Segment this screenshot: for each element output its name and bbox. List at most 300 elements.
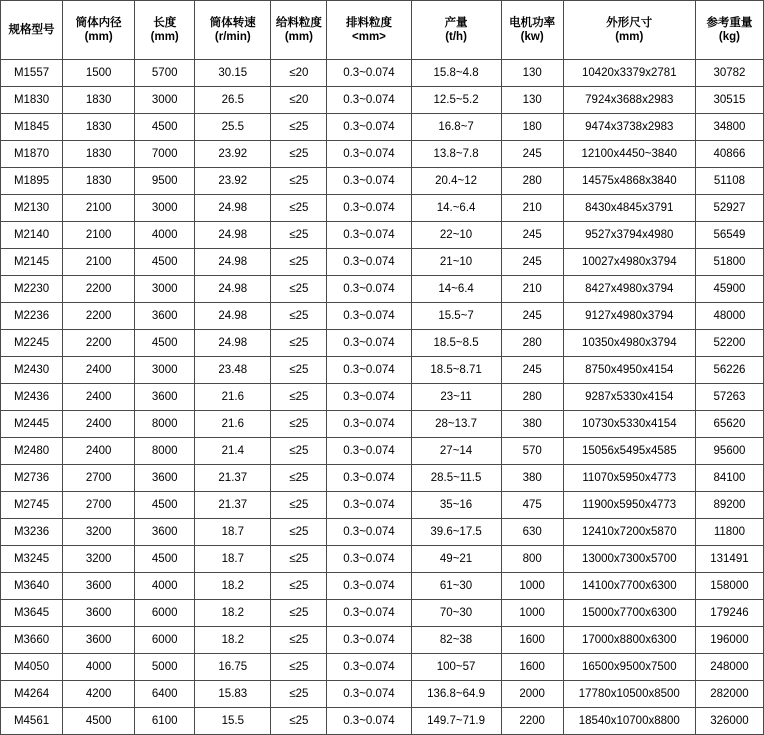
data-cell: 158000 — [695, 573, 763, 600]
column-header-title: 外形尺寸 — [606, 16, 653, 29]
data-cell: 11800 — [695, 519, 763, 546]
data-cell: 4500 — [135, 492, 195, 519]
data-cell: 39.6~17.5 — [411, 519, 501, 546]
data-cell: 0.3~0.074 — [327, 303, 411, 330]
data-cell: 149.7~71.9 — [411, 708, 501, 735]
data-cell: 3000 — [135, 195, 195, 222]
data-cell: 7924x3688x2983 — [563, 87, 695, 114]
data-cell: 57263 — [695, 384, 763, 411]
model-cell: M1830 — [1, 87, 63, 114]
model-cell: M2736 — [1, 465, 63, 492]
data-cell: ≤25 — [271, 384, 327, 411]
column-header-unit: (mm) — [284, 31, 313, 43]
data-cell: 0.3~0.074 — [327, 249, 411, 276]
column-header-title: 电机功率 — [509, 16, 556, 29]
data-cell: 10027x4980x3794 — [563, 249, 695, 276]
column-header-4 — [271, 1, 327, 60]
data-cell: 2000 — [501, 681, 563, 708]
data-cell: 245 — [501, 303, 563, 330]
column-header-unit: (mm) — [150, 31, 179, 43]
data-cell: 21.4 — [195, 438, 271, 465]
data-cell: 10350x4980x3794 — [563, 330, 695, 357]
data-cell: 0.3~0.074 — [327, 627, 411, 654]
data-cell: ≤25 — [271, 492, 327, 519]
data-cell: 49~21 — [411, 546, 501, 573]
table-row — [1, 411, 764, 438]
column-header-8 — [563, 1, 695, 60]
column-header-title: 筒体转速 — [209, 16, 256, 29]
data-cell: ≤25 — [271, 708, 327, 735]
data-cell: 3600 — [135, 519, 195, 546]
data-cell: 0.3~0.074 — [327, 654, 411, 681]
column-header-unit: (mm) — [84, 31, 113, 43]
data-cell: 2700 — [63, 465, 135, 492]
data-cell: 11900x5950x4773 — [563, 492, 695, 519]
column-header-title: 产量 — [444, 16, 468, 29]
data-cell: ≤25 — [271, 573, 327, 600]
data-cell: 2400 — [63, 357, 135, 384]
data-cell: 12100x4450~3840 — [563, 141, 695, 168]
data-cell: 0.3~0.074 — [327, 411, 411, 438]
table-row — [1, 195, 764, 222]
data-cell: 136.8~64.9 — [411, 681, 501, 708]
data-cell: 18.7 — [195, 519, 271, 546]
data-cell: 3600 — [135, 384, 195, 411]
data-cell: 210 — [501, 195, 563, 222]
model-cell: M3645 — [1, 600, 63, 627]
column-header-0 — [1, 1, 63, 60]
data-cell: 6000 — [135, 627, 195, 654]
data-cell: 9127x4980x3794 — [563, 303, 695, 330]
data-cell: ≤25 — [271, 681, 327, 708]
model-cell: M1870 — [1, 141, 63, 168]
model-cell: M1557 — [1, 60, 63, 87]
data-cell: 18.2 — [195, 573, 271, 600]
data-cell: 380 — [501, 411, 563, 438]
model-cell: M2236 — [1, 303, 63, 330]
data-cell: 10730x5330x4154 — [563, 411, 695, 438]
data-cell: 280 — [501, 384, 563, 411]
data-cell: ≤25 — [271, 303, 327, 330]
table-row — [1, 222, 764, 249]
data-cell: 18.5~8.71 — [411, 357, 501, 384]
column-header-unit: (mm) — [615, 31, 644, 43]
data-cell: ≤25 — [271, 438, 327, 465]
data-cell: 21.37 — [195, 492, 271, 519]
data-cell: 23.48 — [195, 357, 271, 384]
data-cell: 100~57 — [411, 654, 501, 681]
data-cell: 3600 — [63, 627, 135, 654]
data-cell: 245 — [501, 141, 563, 168]
data-cell: 30.15 — [195, 60, 271, 87]
data-cell: 196000 — [695, 627, 763, 654]
table-row — [1, 303, 764, 330]
table-row — [1, 465, 764, 492]
data-cell: ≤25 — [271, 249, 327, 276]
model-cell: M3660 — [1, 627, 63, 654]
data-cell: 2200 — [63, 330, 135, 357]
model-cell: M4050 — [1, 654, 63, 681]
model-cell: M2140 — [1, 222, 63, 249]
data-cell: 8427x4980x3794 — [563, 276, 695, 303]
column-header-title: 规格型号 — [8, 23, 55, 36]
data-cell: 0.3~0.074 — [327, 573, 411, 600]
data-cell: 40866 — [695, 141, 763, 168]
data-cell: 1600 — [501, 654, 563, 681]
model-cell: M4561 — [1, 708, 63, 735]
table-row — [1, 519, 764, 546]
data-cell: ≤20 — [271, 60, 327, 87]
data-cell: 8000 — [135, 438, 195, 465]
model-cell: M3245 — [1, 546, 63, 573]
data-cell: 4500 — [135, 330, 195, 357]
data-cell: 2200 — [63, 276, 135, 303]
data-cell: 18.2 — [195, 600, 271, 627]
data-cell: 0.3~0.074 — [327, 492, 411, 519]
model-cell: M2230 — [1, 276, 63, 303]
column-header-title: 排料粒度 — [345, 16, 392, 29]
column-header-5 — [327, 1, 411, 60]
table-row — [1, 546, 764, 573]
data-cell: 2200 — [501, 708, 563, 735]
data-cell: 4500 — [63, 708, 135, 735]
data-cell: 51800 — [695, 249, 763, 276]
data-cell: 3000 — [135, 357, 195, 384]
data-cell: 16.8~7 — [411, 114, 501, 141]
table-row — [1, 438, 764, 465]
data-cell: 70~30 — [411, 600, 501, 627]
data-cell: 245 — [501, 357, 563, 384]
data-cell: 4000 — [135, 573, 195, 600]
data-cell: 26.5 — [195, 87, 271, 114]
data-cell: 5700 — [135, 60, 195, 87]
data-cell: 51108 — [695, 168, 763, 195]
table-row — [1, 249, 764, 276]
data-cell: 3600 — [135, 465, 195, 492]
model-cell: M1895 — [1, 168, 63, 195]
table-row — [1, 114, 764, 141]
data-cell: ≤20 — [271, 87, 327, 114]
data-cell: 3600 — [135, 303, 195, 330]
data-cell: 8430x4845x3791 — [563, 195, 695, 222]
table-header — [1, 1, 764, 60]
model-cell: M1845 — [1, 114, 63, 141]
data-cell: 245 — [501, 249, 563, 276]
data-cell: 2700 — [63, 492, 135, 519]
data-cell: 282000 — [695, 681, 763, 708]
data-cell: 6000 — [135, 600, 195, 627]
data-cell: 45900 — [695, 276, 763, 303]
data-cell: 130 — [501, 87, 563, 114]
data-cell: 15.8~4.8 — [411, 60, 501, 87]
table-row — [1, 141, 764, 168]
column-header-unit: <mm> — [352, 31, 386, 43]
data-cell: 48000 — [695, 303, 763, 330]
data-cell: 1600 — [501, 627, 563, 654]
data-cell: 570 — [501, 438, 563, 465]
table-body — [1, 60, 764, 735]
data-cell: 2200 — [63, 303, 135, 330]
model-cell: M3640 — [1, 573, 63, 600]
data-cell: 2100 — [63, 222, 135, 249]
column-header-title: 筒体内径 — [75, 16, 122, 29]
data-cell: 0.3~0.074 — [327, 438, 411, 465]
data-cell: 0.3~0.074 — [327, 357, 411, 384]
data-cell: 56226 — [695, 357, 763, 384]
data-cell: 9500 — [135, 168, 195, 195]
data-cell: 21.6 — [195, 384, 271, 411]
model-cell: M2245 — [1, 330, 63, 357]
column-header-title: 长度 — [153, 16, 177, 29]
data-cell: 11070x5950x4773 — [563, 465, 695, 492]
column-header-9 — [695, 1, 763, 60]
data-cell: 30515 — [695, 87, 763, 114]
model-cell: M3236 — [1, 519, 63, 546]
model-cell: M2445 — [1, 411, 63, 438]
table-row — [1, 627, 764, 654]
data-cell: 17000x8800x6300 — [563, 627, 695, 654]
data-cell: 15056x5495x4585 — [563, 438, 695, 465]
data-cell: 6100 — [135, 708, 195, 735]
data-cell: 4000 — [63, 654, 135, 681]
data-cell: 20.4~12 — [411, 168, 501, 195]
model-cell: M2145 — [1, 249, 63, 276]
data-cell: 15000x7700x6300 — [563, 600, 695, 627]
data-cell: 14~6.4 — [411, 276, 501, 303]
model-cell: M2480 — [1, 438, 63, 465]
data-cell: 52927 — [695, 195, 763, 222]
data-cell: 0.3~0.074 — [327, 222, 411, 249]
data-cell: 0.3~0.074 — [327, 195, 411, 222]
data-cell: 28~13.7 — [411, 411, 501, 438]
data-cell: 23.92 — [195, 141, 271, 168]
data-cell: 95600 — [695, 438, 763, 465]
data-cell: 0.3~0.074 — [327, 141, 411, 168]
data-cell: 61~30 — [411, 573, 501, 600]
data-cell: 2400 — [63, 384, 135, 411]
data-cell: 0.3~0.074 — [327, 681, 411, 708]
data-cell: 15.83 — [195, 681, 271, 708]
column-header-3 — [195, 1, 271, 60]
data-cell: 280 — [501, 168, 563, 195]
data-cell: 0.3~0.074 — [327, 87, 411, 114]
data-cell: 131491 — [695, 546, 763, 573]
data-cell: ≤25 — [271, 600, 327, 627]
table-row — [1, 573, 764, 600]
data-cell: 65620 — [695, 411, 763, 438]
data-cell: 0.3~0.074 — [327, 168, 411, 195]
table-row — [1, 492, 764, 519]
data-cell: 3000 — [135, 87, 195, 114]
data-cell: 13000x7300x5700 — [563, 546, 695, 573]
column-header-1 — [63, 1, 135, 60]
data-cell: 1000 — [501, 600, 563, 627]
table-row — [1, 357, 764, 384]
data-cell: 0.3~0.074 — [327, 276, 411, 303]
column-header-6 — [411, 1, 501, 60]
data-cell: 12.5~5.2 — [411, 87, 501, 114]
data-cell: ≤25 — [271, 546, 327, 573]
table-row — [1, 60, 764, 87]
model-cell: M2745 — [1, 492, 63, 519]
table-row — [1, 681, 764, 708]
model-cell: M2436 — [1, 384, 63, 411]
data-cell: 1830 — [63, 141, 135, 168]
data-cell: 245 — [501, 222, 563, 249]
data-cell: ≤25 — [271, 168, 327, 195]
data-cell: 380 — [501, 465, 563, 492]
data-cell: 24.98 — [195, 195, 271, 222]
data-cell: ≤25 — [271, 627, 327, 654]
data-cell: 21.37 — [195, 465, 271, 492]
data-cell: 0.3~0.074 — [327, 60, 411, 87]
data-cell: 0.3~0.074 — [327, 600, 411, 627]
data-cell: 7000 — [135, 141, 195, 168]
data-cell: ≤25 — [271, 114, 327, 141]
data-cell: 0.3~0.074 — [327, 114, 411, 141]
data-cell: 15.5 — [195, 708, 271, 735]
table-row — [1, 87, 764, 114]
data-cell: 4000 — [135, 222, 195, 249]
data-cell: 1830 — [63, 168, 135, 195]
data-cell: 248000 — [695, 654, 763, 681]
data-cell: 630 — [501, 519, 563, 546]
table-row — [1, 330, 764, 357]
data-cell: 2100 — [63, 249, 135, 276]
data-cell: 0.3~0.074 — [327, 465, 411, 492]
data-cell: 28.5~11.5 — [411, 465, 501, 492]
data-cell: 4500 — [135, 546, 195, 573]
column-header-unit: (kw) — [520, 31, 544, 43]
table-row — [1, 168, 764, 195]
column-header-7 — [501, 1, 563, 60]
data-cell: 21.6 — [195, 411, 271, 438]
data-cell: 25.5 — [195, 114, 271, 141]
data-cell: 0.3~0.074 — [327, 330, 411, 357]
model-cell: M2430 — [1, 357, 63, 384]
data-cell: 13.8~7.8 — [411, 141, 501, 168]
data-cell: 3600 — [63, 600, 135, 627]
model-cell: M2130 — [1, 195, 63, 222]
data-cell: 24.98 — [195, 276, 271, 303]
data-cell: 1830 — [63, 87, 135, 114]
data-cell: 3600 — [63, 573, 135, 600]
data-cell: 27~14 — [411, 438, 501, 465]
data-cell: 0.3~0.074 — [327, 708, 411, 735]
data-cell: 24.98 — [195, 303, 271, 330]
data-cell: ≤25 — [271, 141, 327, 168]
data-cell: 22~10 — [411, 222, 501, 249]
data-cell: 18540x10700x8800 — [563, 708, 695, 735]
data-cell: 475 — [501, 492, 563, 519]
table-row — [1, 384, 764, 411]
data-cell: 210 — [501, 276, 563, 303]
data-cell: 24.98 — [195, 249, 271, 276]
data-cell: 326000 — [695, 708, 763, 735]
data-cell: 14575x4868x3840 — [563, 168, 695, 195]
data-cell: 24.98 — [195, 330, 271, 357]
column-header-title: 参考重量 — [706, 16, 753, 29]
data-cell: 17780x10500x8500 — [563, 681, 695, 708]
data-cell: 18.2 — [195, 627, 271, 654]
data-cell: 10420x3379x2781 — [563, 60, 695, 87]
data-cell: 280 — [501, 330, 563, 357]
data-cell: 2100 — [63, 195, 135, 222]
data-cell: 35~16 — [411, 492, 501, 519]
data-cell: 3200 — [63, 519, 135, 546]
data-cell: 3200 — [63, 546, 135, 573]
data-cell: 2400 — [63, 438, 135, 465]
data-cell: 18.5~8.5 — [411, 330, 501, 357]
header-row — [1, 1, 764, 60]
data-cell: 3000 — [135, 276, 195, 303]
data-cell: 12410x7200x5870 — [563, 519, 695, 546]
column-header-unit: (kg) — [718, 31, 740, 43]
data-cell: 15.5~7 — [411, 303, 501, 330]
table-row — [1, 654, 764, 681]
column-header-title: 给料粒度 — [275, 16, 322, 29]
table-row — [1, 708, 764, 735]
data-cell: 14100x7700x6300 — [563, 573, 695, 600]
data-cell: 1000 — [501, 573, 563, 600]
data-cell: 84100 — [695, 465, 763, 492]
model-cell: M4264 — [1, 681, 63, 708]
data-cell: ≤25 — [271, 222, 327, 249]
data-cell: 0.3~0.074 — [327, 546, 411, 573]
data-cell: 179246 — [695, 600, 763, 627]
data-cell: 1500 — [63, 60, 135, 87]
column-header-unit: (r/min) — [214, 31, 251, 43]
data-cell: 18.7 — [195, 546, 271, 573]
data-cell: 6400 — [135, 681, 195, 708]
data-cell: ≤25 — [271, 654, 327, 681]
data-cell: 82~38 — [411, 627, 501, 654]
data-cell: 8000 — [135, 411, 195, 438]
data-cell: 2400 — [63, 411, 135, 438]
data-cell: ≤25 — [271, 411, 327, 438]
data-cell: 89200 — [695, 492, 763, 519]
data-cell: 52200 — [695, 330, 763, 357]
data-cell: ≤25 — [271, 276, 327, 303]
table-row — [1, 276, 764, 303]
data-cell: ≤25 — [271, 195, 327, 222]
table-row — [1, 600, 764, 627]
data-cell: ≤25 — [271, 465, 327, 492]
data-cell: 23~11 — [411, 384, 501, 411]
data-cell: 16500x9500x7500 — [563, 654, 695, 681]
data-cell: 21~10 — [411, 249, 501, 276]
data-cell: ≤25 — [271, 519, 327, 546]
data-cell: 180 — [501, 114, 563, 141]
data-cell: 130 — [501, 60, 563, 87]
column-header-unit: (t/h) — [445, 31, 467, 43]
data-cell: 0.3~0.074 — [327, 384, 411, 411]
data-cell: 8750x4950x4154 — [563, 357, 695, 384]
data-cell: 23.92 — [195, 168, 271, 195]
data-cell: 30782 — [695, 60, 763, 87]
data-cell: ≤25 — [271, 357, 327, 384]
data-cell: ≤25 — [271, 330, 327, 357]
column-header-2 — [135, 1, 195, 60]
data-cell: 9287x5330x4154 — [563, 384, 695, 411]
data-cell: 4500 — [135, 249, 195, 276]
data-cell: 14.~6.4 — [411, 195, 501, 222]
data-cell: 9527x3794x4980 — [563, 222, 695, 249]
data-cell: 16.75 — [195, 654, 271, 681]
data-cell: 4500 — [135, 114, 195, 141]
data-cell: 1830 — [63, 114, 135, 141]
data-cell: 56549 — [695, 222, 763, 249]
